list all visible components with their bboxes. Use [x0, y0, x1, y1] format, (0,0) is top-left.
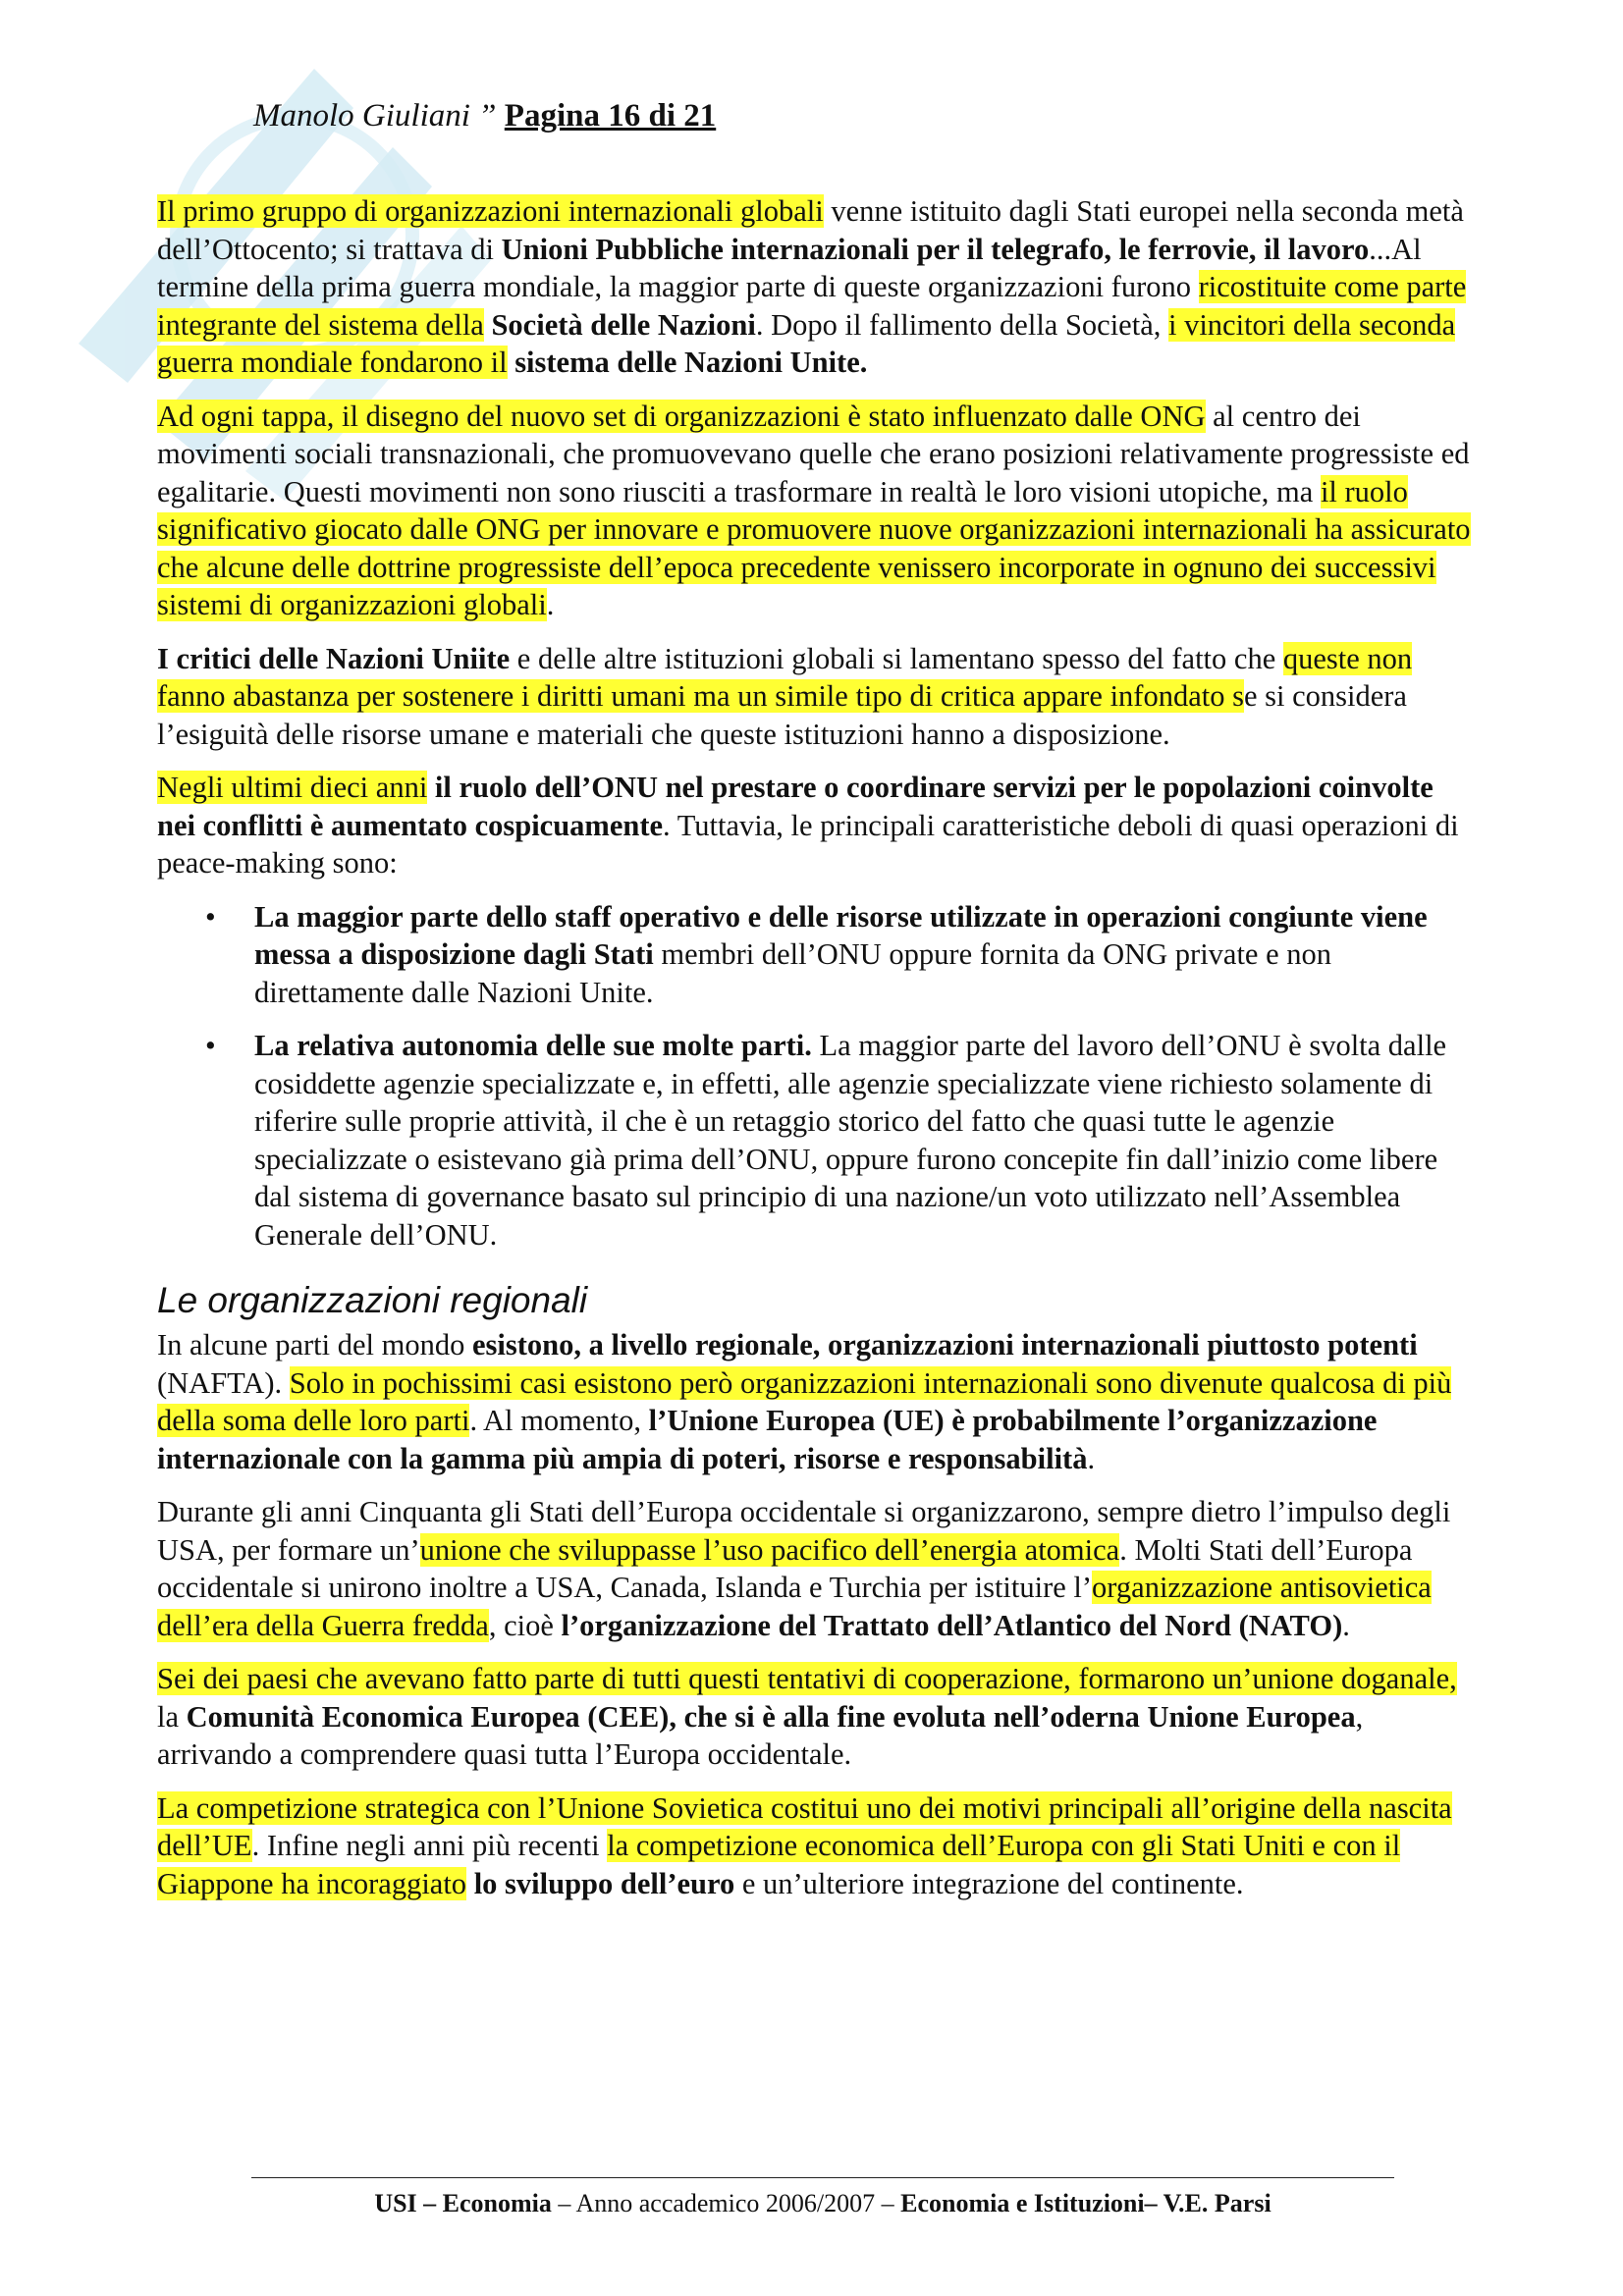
bullet-icon: • — [205, 1029, 216, 1062]
bullet-list — [157, 898, 1478, 1255]
paragraph-1 — [157, 192, 1478, 382]
bold-text: Comunità Economica Europea (CEE), che si è alla fine evoluta nell’oderna Unione Europea — [186, 1699, 1356, 1734]
highlight: queste non fanno abastanza per sostenere i diritti umani ma un simile tipo di critica appare infondato s — [157, 641, 1413, 713]
bold-text: Unioni Pubbliche internazionali per il telegrafo, le ferrovie, il lavoro — [501, 232, 1370, 266]
list-item — [205, 1027, 1478, 1254]
bold-text: il ruolo dell’ONU nel prestare o coordinare servizi per le popolazioni coinvolte nei conflitti è aumentato cospicuamente — [157, 771, 1434, 842]
highlight: Sei dei paesi che avevano fatto parte di tutti questi tentativi di cooperazione, formarono un’unione doganale, — [157, 1662, 1457, 1695]
bold-text: La relativa autonomia delle sue molte parti. — [254, 1029, 812, 1062]
page-header — [253, 98, 716, 134]
highlight: organizzazione antisovietica dell’era della Guerra fredda — [157, 1571, 1432, 1642]
text: . Molti Stati dell’Europa occidentale si unirono inoltre a USA, Canada, Islanda e Turchia per istituire l’ — [157, 1532, 1413, 1604]
text: la — [157, 1699, 187, 1734]
paragraph-2 — [157, 398, 1478, 624]
text: membri dell’ONU oppure fornita da ONG private e non direttamente dalle Nazioni Unite. — [254, 937, 1332, 1009]
highlight: La competizione strategica con l’Unione Sovietica costitui uno dei motivi principali all’origine della nascita dell’UE — [157, 1790, 1452, 1862]
footer-institution: USI – Economia — [374, 2189, 552, 2217]
text — [427, 771, 435, 804]
text: e si considera l’esiguità delle risorse umane e materiali che queste istituzioni hanno a disposizione. — [157, 679, 1407, 751]
highlight: unione che sviluppasse l’uso pacifico dell’energia atomica — [419, 1532, 1120, 1567]
bold-text: La maggior parte dello staff operativo e delle risorse utilizzate in operazioni congiunte viene messa a disposizione dagli Stati — [254, 899, 1428, 971]
footer-year: – Anno accademico 2006/2007 – — [551, 2189, 901, 2217]
text: . Infine negli anni più recenti — [251, 1829, 608, 1862]
highlight: Negli ultimi dieci anni — [157, 771, 428, 804]
text: . — [1342, 1608, 1350, 1642]
text: . Tuttavia, le principali caratteristiche deboli di quasi operazioni di peace-making sono: — [157, 808, 1459, 880]
text — [466, 1867, 474, 1900]
text: (NAFTA). — [157, 1365, 290, 1400]
text: e delle altre istituzioni globali si lamentano spesso del fatto che — [510, 641, 1283, 675]
paragraph-3 — [157, 640, 1478, 754]
highlight: Ad ogni tappa, il disegno del nuovo set di organizzazioni è stato influenzato dalle ONG — [157, 399, 1206, 433]
highlight: i vincitori della seconda guerra mondiale fondarono il — [157, 307, 1456, 379]
paragraph-6 — [157, 1493, 1478, 1644]
page-footer — [251, 2189, 1394, 2218]
list-item — [205, 898, 1478, 1012]
bold-text: lo sviluppo dell’euro — [473, 1866, 735, 1900]
footer-course: Economia e Istituzioni– V.E. Parsi — [900, 2189, 1271, 2217]
text: e un’ulteriore integrazione del continente. — [734, 1866, 1244, 1900]
text: . — [546, 588, 555, 621]
header-page-number: Pagina 16 di 21 — [504, 98, 717, 133]
highlight: la competizione economica dell’Europa con gli Stati Uniti e con il Giappone ha incoraggiato — [157, 1829, 1401, 1900]
bold-text: I critici delle Nazioni Uniite — [157, 641, 511, 675]
text: , arrivando a comprendere quasi tutta l’Europa occidentale. — [157, 1699, 1364, 1771]
text: ...Al termine della prima guerra mondiale, la maggior parte di queste organizzazioni furono — [157, 232, 1422, 303]
section-heading: Le organizzazioni regionali — [157, 1280, 588, 1320]
text: al centro dei movimenti sociali transnazionali, che promuovevano quelle che erano posizioni relativamente progressiste ed egalitarie. Questi movimenti non sono riusciti a trasformare in realtà le loro visioni utopiche, ma — [157, 399, 1470, 508]
bold-text: Società delle Nazioni — [491, 307, 756, 342]
footer-divider — [251, 2177, 1394, 2178]
text: venne istituito dagli Stati europei nella seconda metà dell’Ottocento; si trattava di — [157, 194, 1464, 266]
bold-text: sistema delle Nazioni Unite. — [514, 346, 868, 379]
paragraph-5 — [157, 1326, 1478, 1477]
document-body — [157, 192, 1478, 1918]
highlight: Il primo gruppo di organizzazioni internazionali globali — [157, 194, 824, 228]
bold-text: l’organizzazione del Trattato dell’Atlantico del Nord (NATO) — [561, 1608, 1343, 1642]
text: . — [1087, 1441, 1096, 1475]
bold-text: esistono, a livello regionale, organizzazioni internazionali piuttosto potenti — [472, 1328, 1418, 1362]
text: In alcune parti del mondo — [157, 1328, 472, 1362]
bold-text: l’Unione Europea (UE) è probabilmente l’organizzazione internazionale con la gamma più ampia di poteri, risorse e responsabilità — [157, 1404, 1378, 1475]
highlight: ricostituite come parte integrante del sistema della — [157, 270, 1467, 342]
paragraph-8 — [157, 1789, 1478, 1903]
text: . Dopo il fallimento della Società, — [755, 307, 1168, 342]
text: La maggior parte del lavoro dell’ONU è svolta dalle cosiddette agenzie specializzate e, in effetti, alle agenzie specializzate viene richiesto solamente di riferire sulle proprie attività, il che è un retaggio storico del fatto che quasi tutte le agenzie specializzate o esistevano già prima dell’ONU, oppure furono concepite fin dall’inizio come libere dal sistema di governance basato sul principio di una nazione/un voto utilizzato nell’Assemblea Generale dell’ONU. — [254, 1029, 1447, 1252]
highlight: Solo in pochissimi casi esistono però organizzazioni internazionali sono divenute qualcosa di più della soma delle loro parti — [157, 1365, 1452, 1437]
text: . Al momento, — [469, 1404, 649, 1437]
paragraph-4 — [157, 769, 1478, 882]
bullet-icon: • — [205, 899, 216, 934]
paragraph-7 — [157, 1660, 1478, 1774]
text: , cioè — [488, 1608, 562, 1642]
header-author: Manolo Giuliani ” — [253, 98, 497, 133]
highlight: il ruolo significativo giocato dalle ONG per innovare e promuovere nuove organizzazioni internazionali ha assicurato che alcune delle dottrine progressiste dell’epoca precedente venissero incorporate in ognuno dei successivi sistemi di organizzazioni globali — [157, 474, 1471, 621]
text: Durante gli anni Cinquanta gli Stati dell’Europa occidentale si organizzarono, sempre dietro l’impulso degli USA, per formare un’ — [157, 1495, 1451, 1567]
